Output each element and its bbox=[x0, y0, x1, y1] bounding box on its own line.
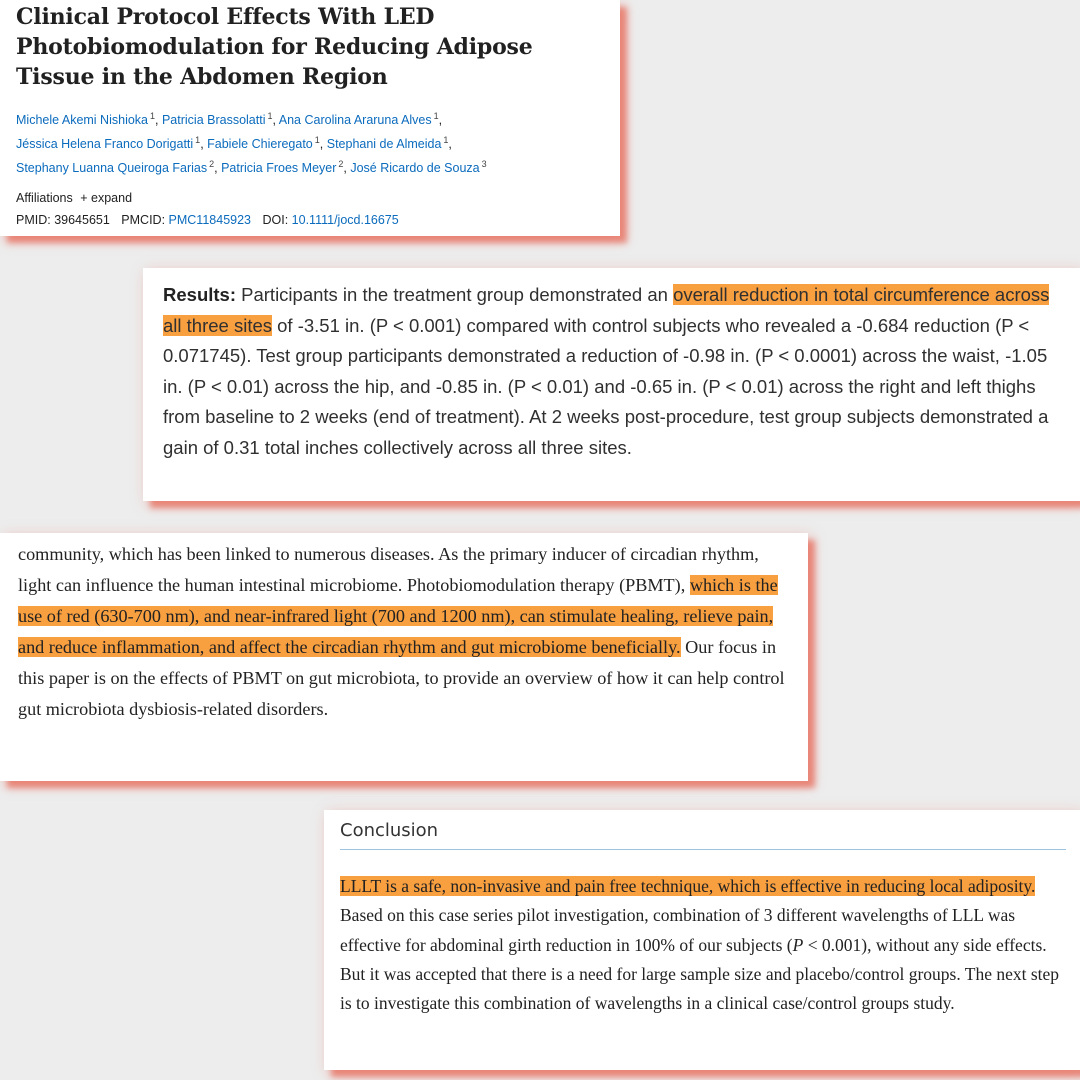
author-link[interactable]: Michele Akemi Nishioka $^1$ bbox=[16, 111, 156, 128]
affiliations-row bbox=[16, 190, 604, 206]
highlighted-text: overall reduction in total circumference across all three sites bbox=[163, 284, 1050, 336]
identifiers-row bbox=[16, 212, 604, 228]
author-link[interactable]: Fabiele Chieregato $^1$ bbox=[207, 135, 320, 152]
author-link[interactable]: Ana Carolina Araruna Alves $^1$ bbox=[278, 111, 439, 128]
author-link[interactable]: Jéssica Helena Franco Dorigatti $^1$ bbox=[16, 135, 201, 152]
pmid-label: PMID: 39645651 bbox=[16, 213, 110, 228]
doi-link[interactable]: 10.1111/jocd.16675 bbox=[291, 213, 399, 228]
article-title: Clinical Protocol Effects With LED Photobiomodulation for Reducing Adipose Tissue in the Abdomen Region bbox=[16, 4, 533, 90]
pbmt-excerpt-card bbox=[0, 533, 808, 781]
affiliations-label: Affiliations bbox=[16, 191, 73, 206]
doi-label: DOI: bbox=[262, 213, 289, 228]
author-link[interactable]: Stephani de Almeida $^1$ bbox=[326, 135, 449, 152]
results-paragraph: Results: Participants in the treatment group demonstrated an overall reduction in total circumference across all three sites of -3.51 in. (P < 0.001) compared with control subjects who revealed a -0.684 reduction (P < 0.071745). Test group participants demonstrated a reduction of -0.98 in. (P < 0.0001) across the waist, -1.05 in. (P < 0.01) across the hip, and -0.85 in. (P < 0.01) and -0.65 in. (P < 0.01) across the right and left thighs from baseline to 2 weeks (end of treatment). At 2 weeks post-procedure, test group subjects demonstrated a gain of 0.31 total inches collectively across all three sites. bbox=[163, 284, 1050, 458]
highlighted-text: LLLT is a safe, non-invasive and pain free technique, which is effective in reducing local adiposity. bbox=[340, 876, 1036, 896]
expand-affiliations-button[interactable]: + expand bbox=[80, 191, 133, 206]
results-excerpt-card bbox=[143, 268, 1080, 501]
conclusion-paragraph: LLLT is a safe, non-invasive and pain free technique, which is effective in reducing local adiposity. Based on this case series pilot investigation, combination of 3 different wavelengths of LLL was effective for abdominal girth reduction in 100% of our subjects (P < 0.001), without any side effects. But it was accepted that there is a need for large sample size and placebo/control groups. The next step is to investigate this combination of wavelengths in a clinical case/control groups study. bbox=[340, 876, 1060, 1014]
author-list: Michele Akemi Nishioka $^1$, Patricia Brassolatti $^1$, Ana Carolina Araruna Alves $^1$, Jéssica Helena Franco Dorigatti $^1$, Fabiele Chieregato $^1$, Stephani de Almeida $^1$, Stephany Luanna Queiroga Farias $^2$, Patricia Froes Meyer $^2$, José Ricardo de Souza $^3$ bbox=[16, 111, 487, 176]
conclusion-heading: Conclusion bbox=[340, 816, 1066, 850]
conclusion-excerpt-card bbox=[324, 810, 1080, 1070]
results-label: Results: bbox=[163, 284, 236, 305]
author-link[interactable]: Patricia Brassolatti $^1$ bbox=[161, 111, 273, 128]
pmcid-link[interactable]: PMC11845923 bbox=[168, 213, 251, 228]
author-link[interactable]: Patricia Froes Meyer $^2$ bbox=[221, 159, 344, 176]
author-link[interactable]: Stephany Luanna Queiroga Farias $^2$ bbox=[16, 159, 215, 176]
highlighted-text: which is the use of red (630-700 nm), and near-infrared light (700 and 1200 nm), can stimulate healing, relieve pain, and reduce inflammation, and affect the circadian rhythm and gut microbiome beneficially. bbox=[18, 575, 778, 657]
author-link[interactable]: José Ricardo de Souza $^3$ bbox=[350, 159, 487, 176]
pbmt-paragraph: community, which has been linked to numerous diseases. As the primary inducer of circadian rhythm, light can influence the human intestinal microbiome. Photobiomodulation therapy (PBMT), which is the use of red (630-700 nm), and near-infrared light (700 and 1200 nm), can stimulate healing, relieve pain, and reduce inflammation, and affect the circadian rhythm and gut microbiome beneficially. Our focus in this paper is on the effects of PBMT on gut microbiota, to provide an overview of how it can help control gut microbiota dysbiosis-related disorders. bbox=[18, 544, 785, 719]
pmcid-label: PMCID: bbox=[121, 213, 166, 228]
article-header-card bbox=[0, 0, 620, 236]
